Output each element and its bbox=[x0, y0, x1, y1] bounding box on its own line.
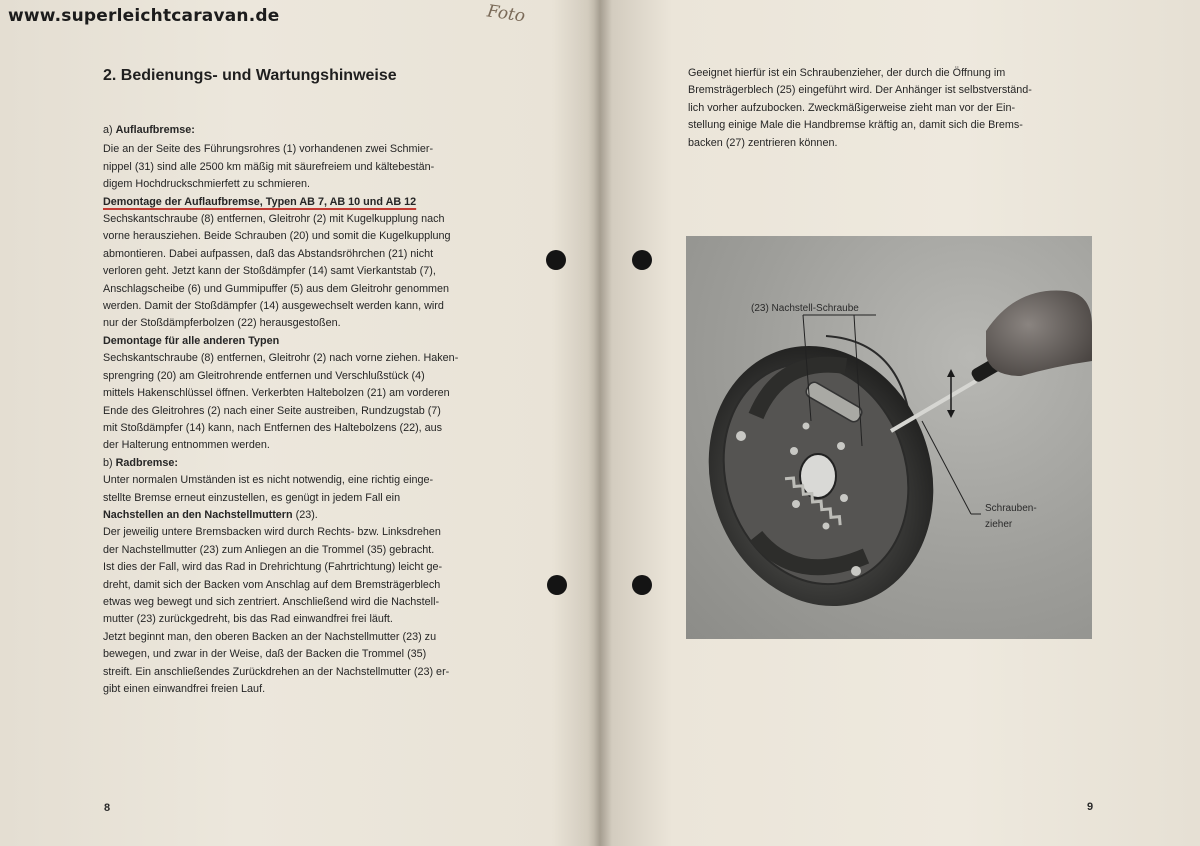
subsection-title: Radbremse: bbox=[115, 456, 179, 469]
hand bbox=[986, 291, 1092, 377]
text-line: dreht, damit sich der Backen vom Anschlag auf dem Bremsträgerblech bbox=[103, 578, 441, 591]
text-line bbox=[103, 455, 458, 472]
brake-drum-illustration bbox=[686, 236, 1092, 639]
text-line: vorne herausziehen. Beide Schrauben (20) und somit die Kugelkupplung bbox=[103, 230, 451, 243]
pencil-note: Foto bbox=[485, 1, 527, 27]
text-line: bewegen, und zwar in der Weise, daß der Backen die Trommel (35) bbox=[103, 648, 427, 661]
text-line: der Nachstellmutter (23) zum Anliegen an die Trommel (35) gebracht. bbox=[103, 543, 435, 556]
text-line: backen (27) zentrieren können. bbox=[688, 136, 838, 149]
text-line bbox=[103, 333, 458, 350]
text-line bbox=[103, 507, 458, 524]
list-marker: b) bbox=[103, 456, 116, 469]
text-line: sprengring (20) am Gleitrohrende entfernen und Verschlußstück (4) bbox=[103, 369, 425, 382]
text-line: Jetzt beginnt man, den oberen Backen an der Nachstellmutter (23) zu bbox=[103, 630, 437, 643]
text-line: digem Hochdruckschmierfett zu schmieren. bbox=[103, 178, 311, 191]
text-line: Anschlagscheibe (6) und Gummipuffer (5) aus dem Gleitrohr genommen bbox=[103, 282, 450, 295]
text-line: Unter normalen Umständen ist es nicht notwendig, eine richtig einge- bbox=[103, 474, 434, 487]
text-line bbox=[103, 194, 458, 211]
left-page bbox=[0, 0, 598, 846]
bold-subheading: Demontage der Auflaufbremse, Typen AB 7, AB 10 und AB 12 bbox=[103, 195, 417, 208]
text-line: Sechskantschraube (8) entfernen, Gleitrohr (2) nach vorne ziehen. Haken- bbox=[103, 352, 459, 365]
text-line: werden. Damit der Stoßdämpfer (14) ausgewechselt werden kann, wird bbox=[103, 300, 444, 313]
text-line: Ende des Gleitrohres (2) nach einer Seite austreiben, Rundzugstab (7) bbox=[103, 404, 441, 417]
text-line: nur der Stoßdämpferbolzen (22) herausgestoßen. bbox=[103, 317, 341, 330]
left-body-text bbox=[103, 122, 458, 698]
text-line: Geeignet hierfür ist ein Schraubenzieher, der durch die Öffnung im bbox=[688, 67, 1006, 79]
page-number-right: 9 bbox=[1087, 801, 1094, 813]
text-line: streift. Ein anschließendes Zurückdrehen an der Nachstellmutter (23) er- bbox=[103, 665, 450, 678]
label-screwdriver-1: Schrauben- bbox=[985, 503, 1037, 514]
text-line: mutter (23) zurückgedreht, bis das Rad einwandfrei frei läuft. bbox=[103, 613, 393, 626]
text-line: der Halterung entnommen werden. bbox=[103, 439, 270, 452]
text-line: Der jeweilig untere Bremsbacken wird durch Rechts- bzw. Linksdrehen bbox=[103, 526, 441, 539]
text-line: abmontieren. Dabei aufpassen, daß das Abstandsröhrchen (21) nicht bbox=[103, 247, 434, 260]
binding-hole bbox=[547, 575, 567, 595]
text-line: mittels Hakenschlüssel öffnen. Verkerbten Haltebolzen (21) am vorderen bbox=[103, 387, 450, 400]
text-line: lich vorher aufzubocken. Zweckmäßigerweise zieht man vor der Ein- bbox=[688, 101, 1016, 114]
text-line: etwas weg bewegt und sich zentriert. Anschließend wird die Nachstell- bbox=[103, 595, 440, 608]
section-heading: 2. Bedienungs- und Wartungshinweise bbox=[103, 67, 397, 84]
text-line: stellte Bremse erneut einzustellen, es genügt in jedem Fall ein bbox=[103, 491, 401, 504]
binding-hole bbox=[632, 575, 652, 595]
text-line: nippel (31) sind alle 2500 km mäßig mit säurefreiem und kältebestän- bbox=[103, 160, 435, 173]
bold-subheading: Demontage für alle anderen Typen bbox=[103, 334, 280, 347]
text-line: Sechskantschraube (8) entfernen, Gleitrohr (2) mit Kugelkupplung nach bbox=[103, 213, 445, 226]
text-line: stellung einige Male die Handbremse kräftig an, damit sich die Brems- bbox=[688, 119, 1023, 132]
brake-photo bbox=[686, 236, 1092, 639]
label-adjuster-screw: (23) Nachstell-Schraube bbox=[751, 303, 859, 314]
page-number-left: 8 bbox=[104, 802, 111, 814]
bold-subheading-tail: (23). bbox=[292, 508, 318, 521]
text-line: Ist dies der Fall, wird das Rad in Drehrichtung (Fahrtrichtung) leicht ge- bbox=[103, 561, 443, 574]
text-line: Bremsträgerblech (25) eingeführt wird. Der Anhänger ist selbstverständ- bbox=[688, 84, 1032, 97]
bold-subheading: Nachstellen an den Nachstellmuttern bbox=[103, 508, 293, 521]
list-marker: a) bbox=[103, 124, 116, 136]
binding-hole bbox=[632, 250, 652, 270]
text-line: verloren geht. Jetzt kann der Stoßdämpfer (14) samt Vierkantstab (7), bbox=[103, 265, 436, 278]
text-line: mit Stoßdämpfer (14) kann, nach Entfernen des Haltebolzens (22), aus bbox=[103, 421, 443, 434]
text-line bbox=[103, 122, 458, 139]
binding-hole bbox=[546, 250, 566, 270]
text-line: gibt einen einwandfrei freien Lauf. bbox=[103, 683, 266, 695]
label-screwdriver-2: zieher bbox=[985, 519, 1013, 530]
text-line: Die an der Seite des Führungsrohres (1) vorhandenen zwei Schmier- bbox=[103, 143, 434, 156]
subsection-title: Auflaufbremse: bbox=[115, 124, 195, 136]
watermark-url: www.superleichtcaravan.de bbox=[8, 6, 280, 26]
right-body-text bbox=[688, 65, 1032, 152]
